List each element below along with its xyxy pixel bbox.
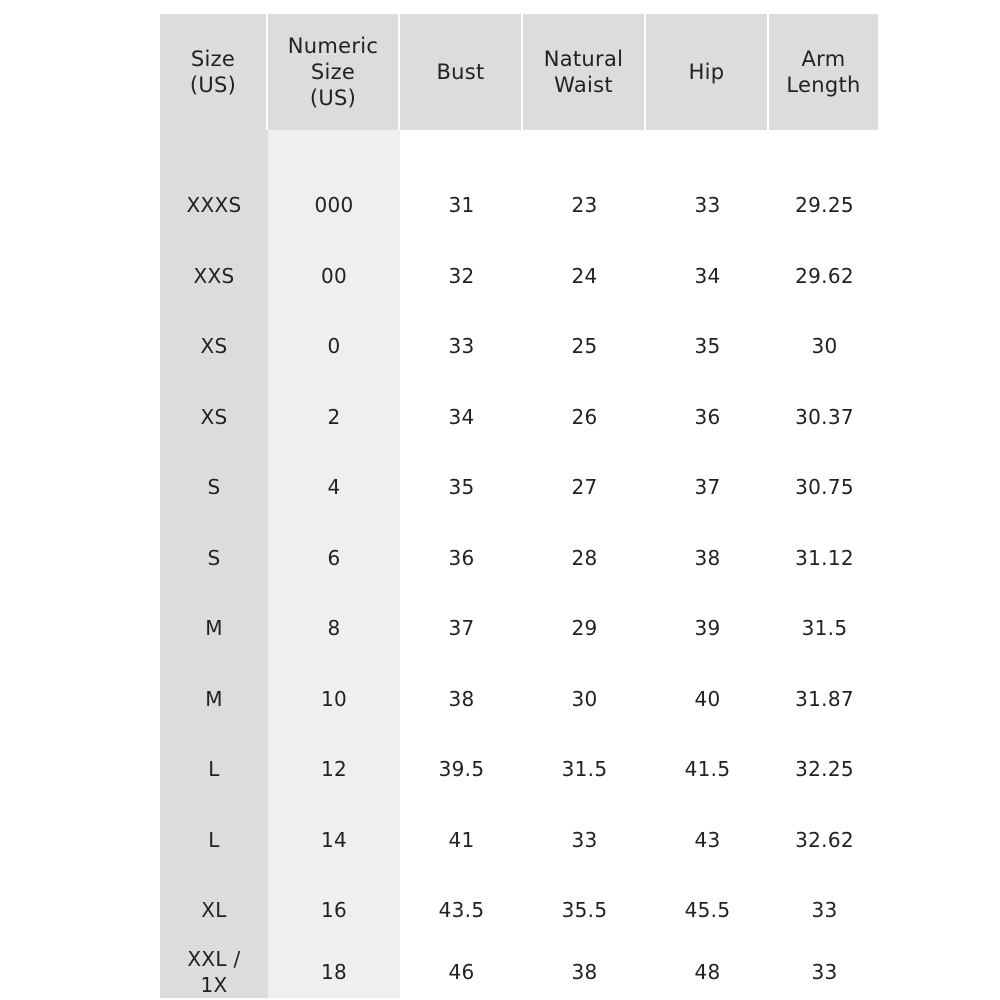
cell-hip: 45.5 [684,898,731,923]
cell-natural-waist: 26 [571,404,598,429]
cell-hip: 48 [694,959,721,984]
cell-arm-length: 31.87 [795,686,854,711]
cell-arm-length: 32.25 [795,757,854,782]
cell-bust: 35 [448,475,475,500]
cell-natural-waist: 33 [571,827,598,852]
cell-arm-length: 32.62 [795,827,854,852]
cell-size: L [160,805,268,876]
cell-arm-length: 31.5 [801,616,848,641]
cell-arm-length: 30.75 [795,475,854,500]
cell-arm-length: 29.25 [795,193,854,218]
cell-bust: 31 [448,193,475,218]
cell-arm-length: 29.62 [795,263,854,288]
cell-size: S [160,523,268,594]
cell-size: XXL / 1X [160,946,268,998]
cell-size: L [160,734,268,805]
size-chart-table [160,14,880,997]
cell-hip: 36 [694,404,721,429]
cell-numeric-size: 4 [268,452,400,523]
cell-natural-waist: 25 [571,334,598,359]
cell-numeric-size: 2 [268,382,400,453]
cell-bust: 34 [448,404,475,429]
header-spacer [268,130,400,170]
cell-numeric-size: 18 [268,946,400,998]
cell-numeric-size: 000 [268,170,400,241]
header-spacer [160,130,268,170]
header-numeric-size: Numeric Size (US) [268,14,400,130]
cell-numeric-size: 6 [268,523,400,594]
header-spacer [523,130,646,170]
cell-hip: 33 [694,193,721,218]
cell-bust: 37 [448,616,475,641]
cell-numeric-size: 14 [268,805,400,876]
cell-bust: 46 [448,959,475,984]
cell-natural-waist: 35.5 [561,898,608,923]
cell-numeric-size: 10 [268,664,400,735]
cell-size: S [160,452,268,523]
cell-bust: 36 [448,545,475,570]
cell-arm-length: 30 [811,334,838,359]
header-spacer [400,130,523,170]
header-spacer [646,130,769,170]
cell-hip: 40 [694,686,721,711]
header-spacer [769,130,880,170]
cell-natural-waist: 29 [571,616,598,641]
cell-hip: 39 [694,616,721,641]
cell-hip: 41.5 [684,757,731,782]
header-hip: Hip [646,14,769,130]
cell-size: M [160,664,268,735]
cell-numeric-size: 8 [268,593,400,664]
cell-bust: 32 [448,263,475,288]
cell-natural-waist: 24 [571,263,598,288]
cell-natural-waist: 23 [571,193,598,218]
cell-arm-length: 33 [811,898,838,923]
cell-hip: 38 [694,545,721,570]
cell-size: M [160,593,268,664]
cell-size: XS [160,311,268,382]
cell-numeric-size: 16 [268,875,400,946]
cell-natural-waist: 38 [571,959,598,984]
header-bust: Bust [400,14,523,130]
cell-size: XXXS [160,170,268,241]
header-arm-length: Arm Length [769,14,880,130]
cell-bust: 43.5 [438,898,485,923]
cell-natural-waist: 31.5 [561,757,608,782]
cell-arm-length: 31.12 [795,545,854,570]
cell-bust: 33 [448,334,475,359]
cell-numeric-size: 0 [268,311,400,382]
cell-numeric-size: 00 [268,241,400,312]
header-size: Size (US) [160,14,268,130]
cell-numeric-size: 12 [268,734,400,805]
cell-natural-waist: 30 [571,686,598,711]
cell-arm-length: 30.37 [795,404,854,429]
cell-natural-waist: 28 [571,545,598,570]
cell-arm-length: 33 [811,959,838,984]
cell-bust: 39.5 [438,757,485,782]
cell-hip: 43 [694,827,721,852]
cell-size: XXS [160,241,268,312]
cell-bust: 38 [448,686,475,711]
cell-size: XL [160,875,268,946]
cell-size: XS [160,382,268,453]
cell-bust: 41 [448,827,475,852]
cell-natural-waist: 27 [571,475,598,500]
cell-hip: 37 [694,475,721,500]
header-natural-waist: Natural Waist [523,14,646,130]
cell-hip: 34 [694,263,721,288]
cell-hip: 35 [694,334,721,359]
